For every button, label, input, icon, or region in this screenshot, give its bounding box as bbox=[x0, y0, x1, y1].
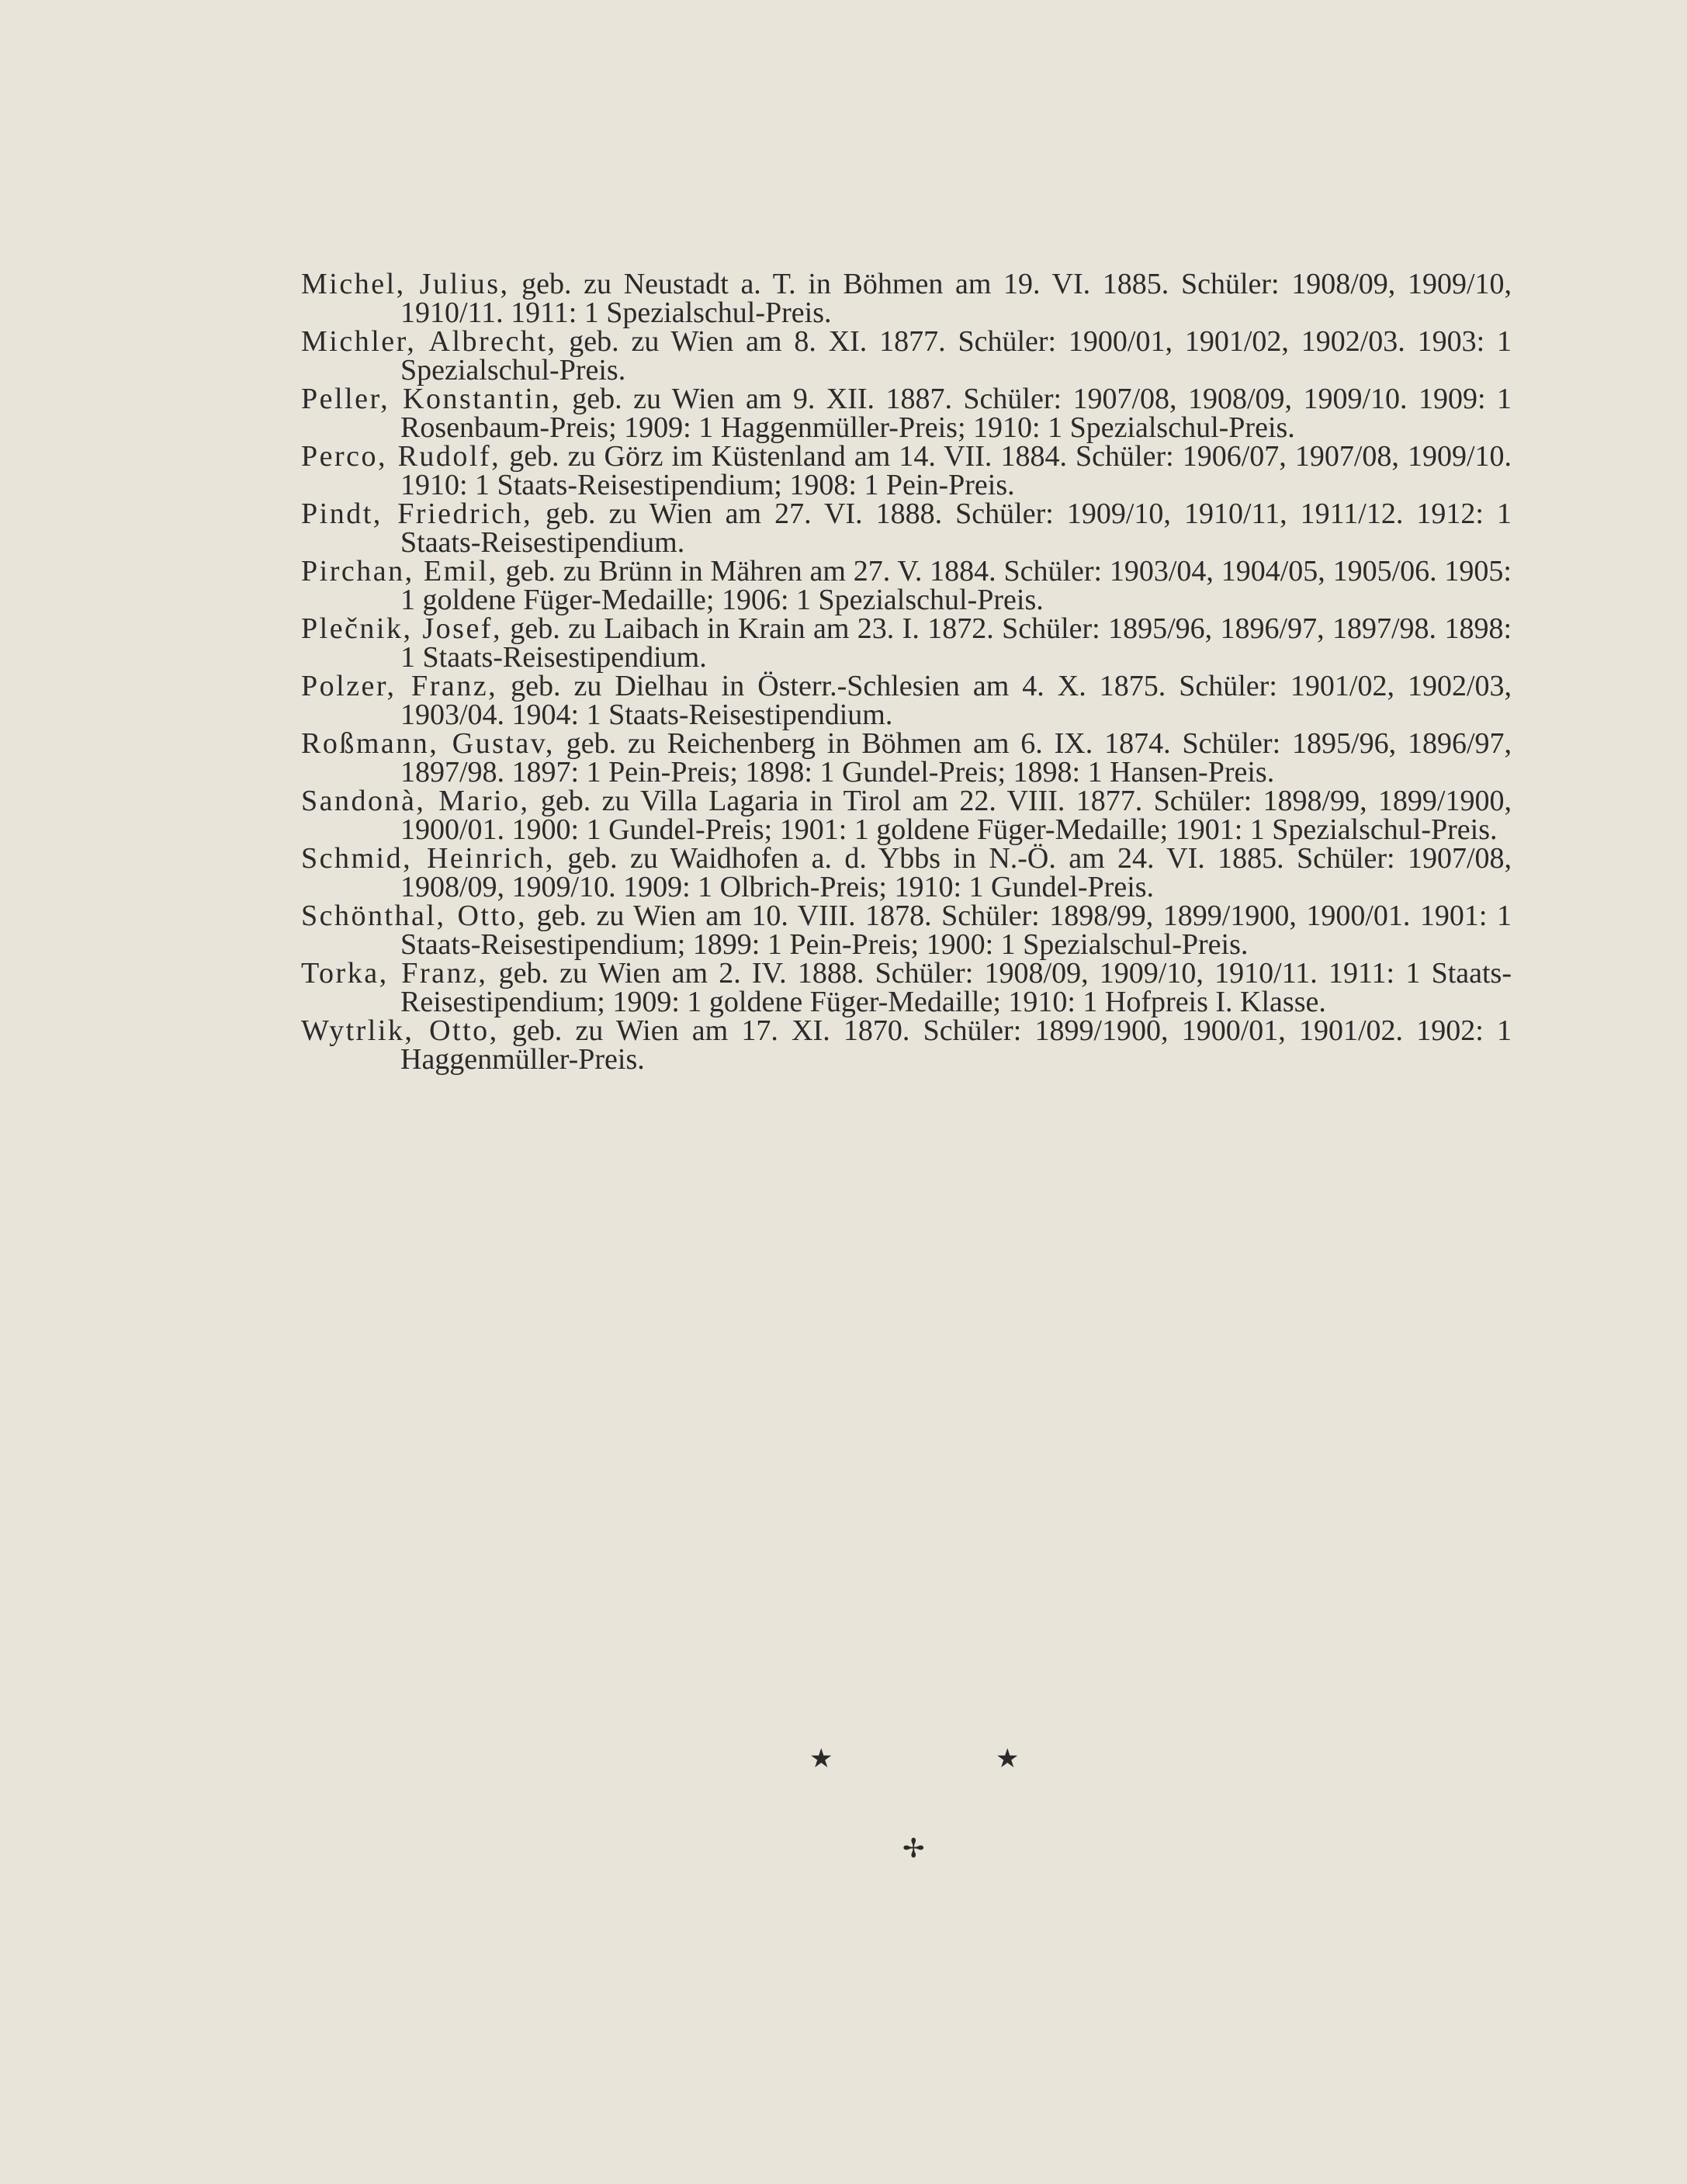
student-details: geb. zu Wien am 2. IV. 1888. Schüler: 1908/09, 1909/10, 1910/11. 1911: 1 Staats-Reisestipendium; 1909: 1 goldene Füger-Medaille; 1910: 1 Hofpreis I. Klasse. bbox=[400, 957, 1512, 1018]
student-name: Schönthal, Otto, bbox=[301, 900, 528, 932]
student-details: geb. zu Wien am 10. VIII. 1878. Schüler: 1898/99, 1899/1900, 1900/01. 1901: 1 Staats-Reisestipendium; 1899: 1 Pein-Preis; 1900: 1 Spezialschul-Preis. bbox=[400, 900, 1512, 961]
list-item bbox=[301, 959, 1512, 1017]
list-item bbox=[301, 727, 1512, 789]
list-item bbox=[301, 325, 1512, 387]
list-item bbox=[301, 612, 1512, 674]
student-details: geb. zu Wien am 27. VI. 1888. Schüler: 1909/10, 1910/11, 1911/12. 1912: 1 Staats-Reisestipendium. bbox=[400, 497, 1512, 559]
student-details: geb. zu Villa Lagaria in Tirol am 22. VIII. 1877. Schüler: 1898/99, 1899/1900, 1900/01. 1900: 1 Gundel-Preis; 1901: 1 goldene Füger-Medaille; 1901: 1 Spezialschul-Preis. bbox=[400, 785, 1512, 846]
list-item bbox=[301, 442, 1512, 500]
list-item bbox=[301, 497, 1512, 559]
student-details: geb. zu Dielhau in Österr.-Schlesien am 4. X. 1875. Schüler: 1901/02, 1902/03, 1903/04. 1904: 1 Staats-Reisestipendium. bbox=[400, 670, 1512, 731]
star-ornament-icon: ★ bbox=[996, 1745, 1020, 1773]
list-item bbox=[301, 385, 1512, 442]
student-name: Plečnik, Josef, bbox=[301, 612, 502, 645]
student-name: Torka, Franz, bbox=[301, 957, 488, 990]
student-details: geb. zu Wien am 17. XI. 1870. Schüler: 1899/1900, 1900/01, 1901/02. 1902: 1 Haggenmüller-Preis. bbox=[400, 1014, 1512, 1076]
student-name: Schmid, Heinrich, bbox=[301, 842, 555, 875]
student-name: Peller, Konstantin, bbox=[301, 383, 561, 415]
star-ornament-icon: ★ bbox=[809, 1745, 833, 1773]
list-item bbox=[301, 844, 1512, 902]
list-item bbox=[301, 557, 1512, 615]
student-list bbox=[301, 270, 1512, 1074]
list-item bbox=[301, 902, 1512, 959]
student-details: geb. zu Brünn in Mähren am 27. V. 1884. Schüler: 1903/04, 1904/05, 1905/06. 1905: 1 goldene Füger-Medaille; 1906: 1 Spezialschul-Preis. bbox=[400, 555, 1512, 616]
student-name: Michel, Julius, bbox=[301, 268, 510, 300]
list-item bbox=[301, 1014, 1512, 1076]
asterism-ornament-icon: ✢ bbox=[902, 1835, 925, 1863]
student-details: geb. zu Görz im Küstenland am 14. VII. 1884. Schüler: 1906/07, 1907/08, 1909/10. 1910: 1 Staats-Reisestipendium; 1908: 1 Pein-Preis. bbox=[400, 440, 1512, 501]
student-name: Michler, Albrecht, bbox=[301, 325, 557, 358]
list-item bbox=[301, 787, 1512, 844]
student-name: Polzer, Franz, bbox=[301, 670, 498, 702]
student-details: geb. zu Laibach in Krain am 23. I. 1872. Schüler: 1895/96, 1896/97, 1897/98. 1898: 1 Staats-Reisestipendium. bbox=[400, 612, 1512, 674]
student-name: Sandonà, Mario, bbox=[301, 785, 530, 817]
student-name: Roßmann, Gustav, bbox=[301, 727, 555, 760]
student-name: Pindt, Friedrich, bbox=[301, 497, 533, 530]
student-name: Pirchan, Emil, bbox=[301, 555, 498, 588]
student-details: geb. zu Reichenberg in Böhmen am 6. IX. 1874. Schüler: 1895/96, 1896/97, 1897/98. 1897: 1 Pein-Preis; 1898: 1 Gundel-Preis; 1898: 1 Hansen-Preis. bbox=[400, 727, 1512, 789]
student-details: geb. zu Neustadt a. T. in Böhmen am 19. VI. 1885. Schüler: 1908/09, 1909/10, 1910/11. 1911: 1 Spezialschul-Preis. bbox=[400, 268, 1512, 329]
student-name: Wytrlik, Otto, bbox=[301, 1014, 499, 1047]
student-details: geb. zu Waidhofen a. d. Ybbs in N.-Ö. am 24. VI. 1885. Schüler: 1907/08, 1908/09, 1909/10. 1909: 1 Olbrich-Preis; 1910: 1 Gundel-Preis. bbox=[400, 842, 1512, 903]
student-details: geb. zu Wien am 8. XI. 1877. Schüler: 1900/01, 1901/02, 1902/03. 1903: 1 Spezialschul-Preis. bbox=[400, 325, 1512, 387]
student-name: Perco, Rudolf, bbox=[301, 440, 501, 473]
list-item bbox=[301, 672, 1512, 730]
student-details: geb. zu Wien am 9. XII. 1887. Schüler: 1907/08, 1908/09, 1909/10. 1909: 1 Rosenbaum-Preis; 1909: 1 Haggenmüller-Preis; 1910: 1 Spezialschul-Preis. bbox=[400, 383, 1512, 444]
list-item bbox=[301, 270, 1512, 328]
